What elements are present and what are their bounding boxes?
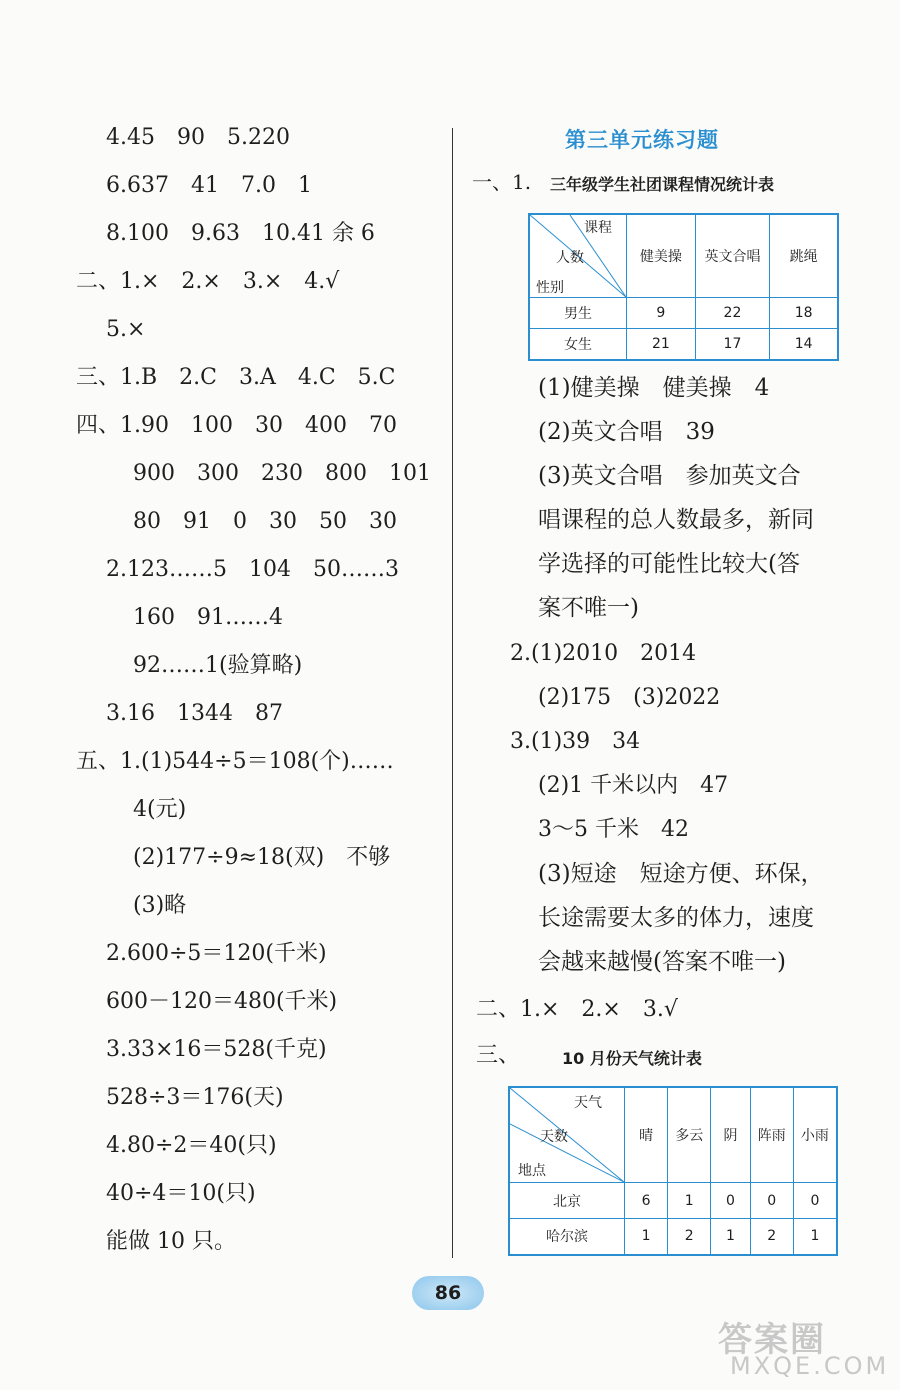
answer-line: (3)短途 短途方便、环保， [538,861,824,887]
column-header: 英文合唱 [695,214,769,298]
table-cell: 1 [793,1219,837,1255]
corner-label-top: 天气 [574,1095,602,1111]
answer-line: (2)177÷9≈18(双) 不够 [133,845,391,870]
section-title: 第三单元练习题 [565,128,719,152]
column-header: 多云 [668,1087,711,1183]
answer-line: 600－120＝480(千米) [106,989,338,1014]
watermark-url: MXQE.COM [730,1352,890,1380]
weather-table [508,1086,838,1256]
row-label: 哈尔滨 [509,1219,625,1255]
answer-line: 900 300 230 800 101 [133,461,431,486]
answer-line: 3.16 1344 87 [106,701,283,726]
corner-label-bottom: 地点 [518,1163,546,1179]
answer-line: 3.33×16＝528(千克) [106,1037,327,1062]
table-corner-header [509,1087,625,1183]
answer-line: 4(元) [133,797,187,822]
answer-line: 4.45 90 5.220 [106,125,290,150]
table-cell: 14 [770,329,838,360]
table-row [529,298,838,329]
answer-line: 能做 10 只。 [106,1229,236,1254]
table-cell: 0 [750,1183,793,1219]
watermark-logo: 答案圈 [718,1320,826,1360]
answer-line: (1)健美操 健美操 4 [538,375,770,401]
column-header: 晴 [625,1087,668,1183]
row-label: 女生 [529,329,627,360]
section-prefix: 一、1. [472,170,532,194]
table-caption: 三年级学生社团课程情况统计表 [550,175,775,194]
column-header: 小雨 [793,1087,837,1183]
column-header: 阴 [711,1087,750,1183]
table-cell: 1 [625,1219,668,1255]
table-cell: 22 [695,298,769,329]
table-row [509,1183,837,1219]
table-row [529,329,838,360]
answer-line: 二、1.× 2.× 3.× 4.√ [76,269,340,294]
answer-line: (3)略 [133,893,187,918]
table-row [509,1219,837,1255]
corner-label-top: 课程 [584,220,612,236]
answer-line: (2)英文合唱 39 [538,419,715,445]
row-label: 北京 [509,1183,625,1219]
column-divider [452,128,453,1258]
answer-line: 40÷4＝10(只) [106,1181,256,1206]
table-cell: 1 [711,1219,750,1255]
answer-line: 4.80÷2＝40(只) [106,1133,277,1158]
answer-line: 80 91 0 30 50 30 [133,509,397,534]
table-cell: 18 [770,298,838,329]
answer-line: 会越来越慢(答案不唯一) [538,949,786,975]
table-cell: 6 [625,1183,668,1219]
answer-line: 长途需要太多的体力，速度 [538,905,814,931]
corner-label-mid: 人数 [556,250,584,266]
answer-line: 6.637 41 7.0 1 [106,173,312,198]
answer-line: 2.600÷5＝120(千米) [106,941,327,966]
answer-line: 案不唯一) [538,595,639,621]
table-caption: 10 月份天气统计表 [562,1049,702,1068]
answer-line: 160 91……4 [133,605,283,630]
table-cell: 2 [668,1219,711,1255]
answer-line: 3～5 千米 42 [538,817,689,842]
table-cell: 1 [668,1183,711,1219]
answer-line: (2)1 千米以内 47 [538,773,729,798]
table-cell: 17 [695,329,769,360]
column-header: 跳绳 [770,214,838,298]
page-number: 86 [412,1276,484,1310]
answer-line: 92……1(验算略) [133,653,303,678]
answer-line: 学选择的可能性比较大(答 [538,551,800,577]
answer-line: (3)英文合唱 参加英文合 [538,463,801,489]
section-prefix: 三、 [476,1043,521,1068]
answer-line: 528÷3＝176(天) [106,1085,284,1110]
column-header: 阵雨 [750,1087,793,1183]
answer-line: 3.(1)39 34 [510,729,641,754]
row-label: 男生 [529,298,627,329]
answer-line: 5.× [106,317,146,342]
answer-line: 二、1.× 2.× 3.√ [476,997,678,1022]
table-cell: 9 [627,298,696,329]
column-header: 健美操 [627,214,696,298]
table-cell: 2 [750,1219,793,1255]
corner-label-mid: 天数 [540,1129,568,1145]
table-corner-header [529,214,627,298]
answer-line: 8.100 9.63 10.41 余 6 [106,221,375,246]
corner-label-bottom: 性别 [536,280,564,296]
table-cell: 0 [793,1183,837,1219]
answer-line: 三、1.B 2.C 3.A 4.C 5.C [76,365,396,390]
answer-line: 五、1.(1)544÷5＝108(个)…… [76,749,394,774]
answer-line: 2.(1)2010 2014 [510,641,697,666]
table-cell: 21 [627,329,696,360]
table-cell: 0 [711,1183,750,1219]
answer-line: (2)175 (3)2022 [538,685,721,710]
answer-line: 四、1.90 100 30 400 70 [76,413,397,438]
club-course-table [528,213,839,361]
answer-line: 2.123……5 104 50……3 [106,557,399,582]
answer-line: 唱课程的总人数最多，新同 [538,507,814,533]
